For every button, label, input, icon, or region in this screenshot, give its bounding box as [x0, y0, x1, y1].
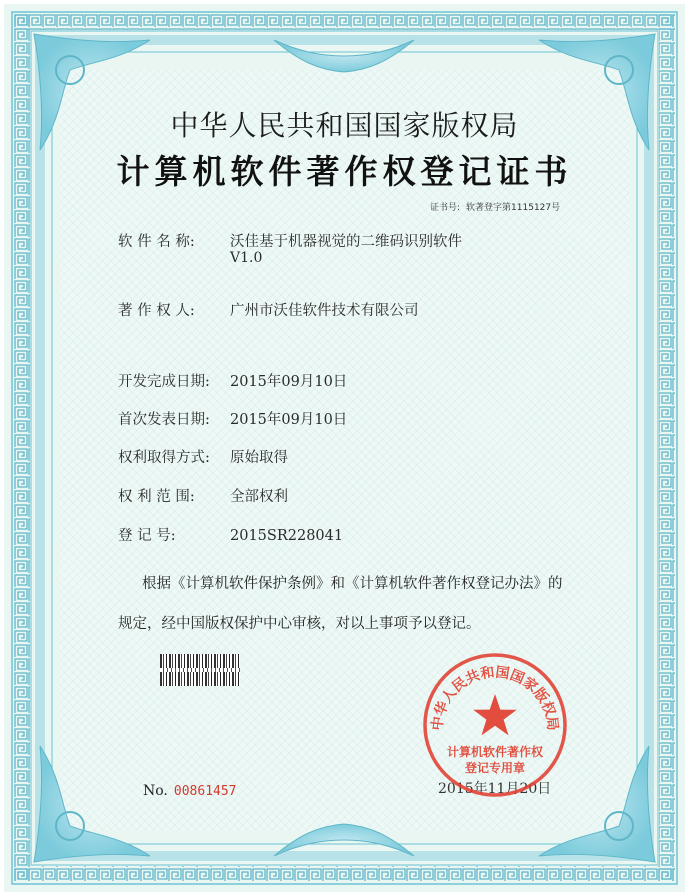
- statement-line-1: 根据《计算机软件保护条例》和《计算机软件著作权登记办法》的: [142, 576, 563, 592]
- serial-number-value: 00861457: [173, 784, 237, 799]
- certificate-number-value: 软著登字第1115127号: [466, 203, 561, 213]
- first-publication-date-label: 首次发表日期:: [118, 412, 210, 428]
- issue-date: 2015年11月20日: [438, 781, 552, 797]
- field-first-publication-date: [118, 408, 347, 429]
- development-date-value: 2015年09月10日: [230, 374, 348, 390]
- seal-inner-line-2: 登记专用章: [464, 761, 526, 775]
- field-development-date: [118, 370, 347, 391]
- development-date-label: 开发完成日期:: [118, 374, 210, 390]
- serial-number-label: No.: [143, 783, 168, 799]
- rights-scope-value: 全部权利: [230, 489, 288, 505]
- rights-scope-label: 权 利 范 围:: [118, 489, 195, 505]
- certificate-number: [430, 200, 560, 213]
- field-registration-number: [118, 524, 343, 545]
- statement-line-2: 规定，经中国版权保护中心审核，对以上事项予以登记。: [118, 616, 481, 632]
- first-publication-date-value: 2015年09月10日: [230, 412, 348, 428]
- certificate-title: 计算机软件著作权登记证书: [116, 152, 573, 191]
- field-rights-scope: [118, 485, 288, 506]
- official-seal: [420, 650, 570, 800]
- seal-star-icon: [473, 694, 517, 735]
- serial-number: [143, 783, 237, 799]
- issuing-authority: 中华人民共和国国家版权局: [170, 109, 519, 142]
- acquisition-method-label: 权利取得方式:: [118, 450, 210, 466]
- acquisition-method-value: 原始取得: [230, 450, 288, 466]
- registration-number-label: 登 记 号:: [118, 528, 176, 544]
- registration-number-value: 2015SR228041: [230, 528, 344, 544]
- seal-inner-line-1: 计算机软件著作权: [446, 745, 544, 759]
- field-copyright-holder: [118, 299, 419, 320]
- field-software-name: [118, 230, 462, 251]
- software-name-label: 软 件 名 称:: [118, 234, 195, 250]
- barcode: [160, 654, 240, 686]
- corner-ornament-bottom-left: [34, 746, 150, 862]
- copyright-holder-value: 广州市沃佳软件技术有限公司: [230, 303, 419, 319]
- copyright-holder-label: 著 作 权 人:: [118, 303, 195, 319]
- software-name-value: 沃佳基于机器视觉的二维码识别软件: [230, 234, 462, 250]
- certificate-number-label: 证书号:: [430, 203, 461, 213]
- field-acquisition-method: [118, 446, 288, 467]
- software-version: V1.0: [230, 250, 263, 266]
- seal-outer-text: 中华人民共和国国家版权局: [429, 664, 561, 732]
